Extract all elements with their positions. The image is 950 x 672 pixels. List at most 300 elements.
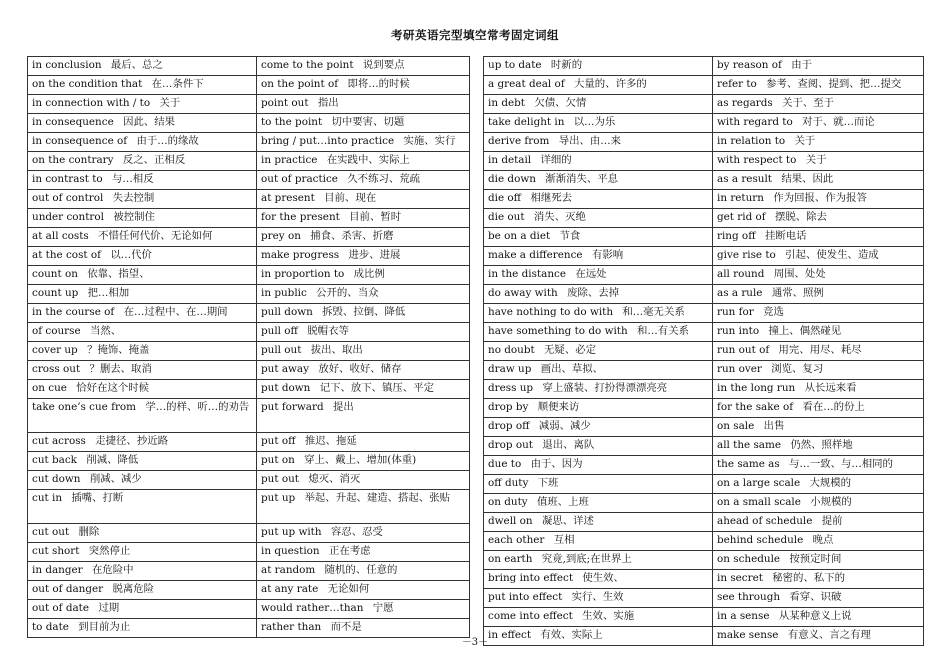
phrase-english: to the point xyxy=(261,116,323,128)
phrase-english: draw up xyxy=(488,363,532,375)
phrase-english: in secret xyxy=(717,572,763,584)
phrase-cell xyxy=(484,266,713,285)
phrase-english: on cue xyxy=(32,382,67,394)
phrase-cell xyxy=(713,399,924,418)
phrase-english: at present xyxy=(261,192,315,204)
phrase-english: of course xyxy=(32,325,81,337)
phrase-english: put up with xyxy=(261,526,322,538)
phrase-chinese: 删除 xyxy=(78,526,100,538)
phrase-chinese: 拆毁、拉倒、降低 xyxy=(322,306,406,318)
phrase-cell xyxy=(28,228,257,247)
table-row xyxy=(28,114,470,133)
phrase-chinese: 秘密的、私下的 xyxy=(772,572,846,584)
phrase-cell xyxy=(713,456,924,475)
phrase-chinese: 久不练习、荒疏 xyxy=(347,173,421,185)
table-row xyxy=(28,452,470,471)
phrase-english: give rise to xyxy=(717,249,776,261)
table-row xyxy=(28,361,470,380)
phrase-english: put forward xyxy=(261,401,324,413)
phrase-chinese: 在…过程中、在…期间 xyxy=(123,306,228,318)
phrase-chinese: 拔出、取出 xyxy=(310,344,363,356)
phrase-english: rather than xyxy=(261,621,322,633)
phrase-chinese: 撞上、偶然碰见 xyxy=(768,325,842,337)
phrase-chinese: 公开的、当众 xyxy=(316,287,379,299)
phrase-cell xyxy=(28,247,257,266)
phrase-chinese: 以…代价 xyxy=(110,249,152,261)
phrase-cell xyxy=(484,95,713,114)
table-row xyxy=(28,323,470,342)
phrase-cell xyxy=(713,380,924,399)
phrase-cell xyxy=(28,76,257,95)
phrase-cell xyxy=(484,418,713,437)
phrase-chinese: 消失、灭绝 xyxy=(533,211,586,223)
phrase-english: by reason of xyxy=(717,59,782,71)
phrase-cell xyxy=(257,452,470,471)
phrase-chinese: 在危险中 xyxy=(91,564,134,576)
phrase-cell xyxy=(713,418,924,437)
phrase-english: all round xyxy=(717,268,765,280)
phrase-cell xyxy=(257,304,470,323)
phrase-cell xyxy=(257,600,470,619)
phrase-cell xyxy=(484,152,713,171)
phrase-chinese: 当然、 xyxy=(89,325,122,337)
phrase-english: come to the point xyxy=(261,59,354,71)
table-row xyxy=(484,475,924,494)
phrase-english: make a difference xyxy=(488,249,583,261)
phrase-chinese: 不惜任何代价、无论如何 xyxy=(98,230,213,242)
phrase-english: derive from xyxy=(488,135,550,147)
table-row xyxy=(484,570,924,589)
page-title: 考研英语完型填空常考固定词组 xyxy=(391,28,559,42)
phrase-english: on duty xyxy=(488,496,528,508)
phrase-cell xyxy=(257,171,470,190)
phrase-english: off duty xyxy=(488,477,529,489)
phrase-chinese: 反之、正相反 xyxy=(122,154,186,166)
phrase-chinese: 废除、去掉 xyxy=(567,287,620,299)
table-row xyxy=(484,608,924,627)
phrase-chinese: 捕食、杀害、折磨 xyxy=(310,230,394,242)
phrase-english: in debt xyxy=(488,97,525,109)
phrase-chinese: 互相 xyxy=(553,534,575,546)
phrase-chinese: 值班、上班 xyxy=(537,496,589,508)
phrase-english: put off xyxy=(261,435,296,447)
phrase-chinese: 引起、使发生、造成 xyxy=(785,249,879,261)
phrase-cell xyxy=(484,247,713,266)
phrase-cell xyxy=(28,114,257,133)
phrase-chinese: 竞选 xyxy=(763,306,784,318)
phrase-chinese: 大量的、许多的 xyxy=(574,78,647,90)
phrase-cell xyxy=(484,76,713,95)
phrase-cell xyxy=(28,190,257,209)
phrase-chinese: 出售 xyxy=(763,420,785,432)
phrase-chinese: 由于…的缘故 xyxy=(136,135,199,147)
phrase-cell xyxy=(28,323,257,342)
table-row xyxy=(484,361,924,380)
phrase-chinese: 有效、实际上 xyxy=(540,629,603,641)
phrase-cell xyxy=(484,57,713,76)
phrase-cell xyxy=(713,361,924,380)
phrase-chinese: 和…有关系 xyxy=(637,325,689,337)
phrase-english: out of danger xyxy=(32,583,104,595)
phrase-english: in return xyxy=(717,192,764,204)
phrase-english: with regard to xyxy=(717,116,793,128)
phrase-chinese: 参考、查阅、提到、把…提交 xyxy=(766,78,902,90)
phrase-chinese: 凝思、详述 xyxy=(541,515,594,527)
phrase-english: drop out xyxy=(488,439,533,451)
table-row xyxy=(484,494,924,513)
phrase-english: cover up xyxy=(32,344,78,356)
phrase-english: the same as xyxy=(717,458,780,470)
phrase-chinese: 节食 xyxy=(559,230,581,242)
phrase-cell xyxy=(713,76,924,95)
phrase-cell xyxy=(713,247,924,266)
phrase-chinese: 大规模的 xyxy=(809,477,852,489)
phrase-cell xyxy=(28,490,257,524)
phrase-english: in the long run xyxy=(717,382,796,394)
phrase-chinese: 目前、现在 xyxy=(324,192,377,204)
phrase-english: at the cost of xyxy=(32,249,101,261)
phrase-cell xyxy=(484,475,713,494)
phrase-cell xyxy=(28,524,257,543)
phrase-cell xyxy=(484,570,713,589)
phrase-english: on the point of xyxy=(261,78,339,90)
phrase-cell xyxy=(257,266,470,285)
phrase-english: a great deal of xyxy=(488,78,565,90)
table-row xyxy=(28,581,470,600)
phrase-english: see through xyxy=(717,591,781,603)
phrase-english: die down xyxy=(488,173,536,185)
phrase-cell xyxy=(28,361,257,380)
phrase-english: put out xyxy=(261,473,299,485)
phrase-english: run for xyxy=(717,306,754,318)
phrase-english: be on a diet xyxy=(488,230,551,242)
phrase-cell xyxy=(713,570,924,589)
phrase-chinese: 无疑、必定 xyxy=(544,344,596,356)
table-row xyxy=(484,95,924,114)
phrase-cell xyxy=(484,323,713,342)
phrase-chinese: 晚点 xyxy=(812,534,834,546)
phrase-chinese: 相继死去 xyxy=(530,192,572,204)
phrase-chinese: 生效、实施 xyxy=(582,610,635,622)
phrase-english: make progress xyxy=(261,249,340,261)
phrase-chinese: 提出 xyxy=(332,401,354,413)
phrase-english: drop by xyxy=(488,401,529,413)
phrase-english: ahead of schedule xyxy=(717,515,813,527)
phrase-chinese: 对于、就…而论 xyxy=(802,116,875,128)
phrase-english: on earth xyxy=(488,553,533,565)
phrase-cell xyxy=(28,471,257,490)
phrase-cell xyxy=(484,589,713,608)
phrase-english: put up xyxy=(261,492,296,504)
phrase-chinese: 走捷径、抄近路 xyxy=(95,435,168,447)
phrase-chinese: 结果、因此 xyxy=(781,173,834,185)
phrase-english: no doubt xyxy=(488,344,535,356)
table-row xyxy=(28,399,470,433)
phrase-cell xyxy=(484,551,713,570)
phrase-english: with respect to xyxy=(717,154,797,166)
phrase-chinese: 即将…的时候 xyxy=(347,78,410,90)
phrase-chinese: 按预定时间 xyxy=(789,553,842,565)
phrase-chinese: 进步、进展 xyxy=(348,249,401,261)
table-row xyxy=(28,95,470,114)
phrase-chinese: 下班 xyxy=(537,477,559,489)
phrase-cell xyxy=(257,524,470,543)
phrase-cell xyxy=(28,133,257,152)
phrase-chinese: 容忍、忍受 xyxy=(330,526,383,538)
phrase-english: out of practice xyxy=(261,173,338,185)
phrase-english: behind schedule xyxy=(717,534,804,546)
phrase-table-right xyxy=(483,56,924,646)
phrase-chinese: 放好、收好、储存 xyxy=(318,363,402,375)
phrase-chinese: 脱离危险 xyxy=(112,583,155,595)
phrase-cell xyxy=(257,323,470,342)
phrase-cell xyxy=(484,342,713,361)
phrase-cell xyxy=(257,57,470,76)
phrase-cell xyxy=(713,190,924,209)
phrase-chinese: 记下、放下、镇压、平定 xyxy=(319,382,434,394)
phrase-chinese: 摆脱、除去 xyxy=(774,211,827,223)
phrase-english: run out of xyxy=(717,344,770,356)
phrase-cell xyxy=(713,304,924,323)
phrase-english: prey on xyxy=(261,230,301,242)
phrase-chinese: 实施、实行 xyxy=(403,135,456,147)
phrase-cell xyxy=(257,399,470,433)
phrase-chinese: 穿上盛装、打扮得漂漂亮亮 xyxy=(542,382,668,394)
phrase-english: on the condition that xyxy=(32,78,143,90)
table-row xyxy=(484,380,924,399)
table-row xyxy=(484,589,924,608)
phrase-cell xyxy=(28,581,257,600)
phrase-cell xyxy=(484,494,713,513)
table-row xyxy=(484,171,924,190)
table-row xyxy=(484,342,924,361)
phrase-cell xyxy=(713,551,924,570)
phrase-cell xyxy=(28,600,257,619)
table-row xyxy=(28,600,470,619)
phrase-english: run into xyxy=(717,325,760,337)
table-row xyxy=(28,342,470,361)
phrase-chinese: 导出、由…来 xyxy=(558,135,622,147)
table-row xyxy=(484,209,924,228)
phrase-english: on the contrary xyxy=(32,154,114,166)
table-row xyxy=(28,228,470,247)
phrase-chinese: 周围、处处 xyxy=(773,268,826,280)
table-row xyxy=(484,456,924,475)
phrase-chinese: 用完、用尽、耗尽 xyxy=(778,344,862,356)
phrase-english: cut across xyxy=(32,435,86,447)
phrase-chinese: 挂断电话 xyxy=(764,230,807,242)
phrase-english: in a sense xyxy=(717,610,770,622)
table-row xyxy=(484,76,924,95)
phrase-english: out of control xyxy=(32,192,104,204)
phrase-cell xyxy=(257,285,470,304)
phrase-english: point out xyxy=(261,97,309,109)
phrase-chinese: 过期 xyxy=(98,602,120,614)
phrase-english: in the distance xyxy=(488,268,566,280)
phrase-chinese: 有影响 xyxy=(591,249,624,261)
phrase-chinese: 通常、照例 xyxy=(771,287,824,299)
phrase-english: bring / put…into practice xyxy=(261,135,395,147)
table-row xyxy=(28,433,470,452)
phrase-english: count on xyxy=(32,268,78,280)
table-row xyxy=(28,562,470,581)
phrase-cell xyxy=(713,532,924,551)
phrase-chinese: 把…相加 xyxy=(87,287,130,299)
phrase-english: cut short xyxy=(32,545,80,557)
phrase-english: in public xyxy=(261,287,307,299)
phrase-cell xyxy=(257,190,470,209)
phrase-english: on a large scale xyxy=(717,477,801,489)
phrase-chinese: 无论如何 xyxy=(327,583,370,595)
phrase-cell xyxy=(28,152,257,171)
phrase-cell xyxy=(713,209,924,228)
table-row xyxy=(28,285,470,304)
table-row xyxy=(484,551,924,570)
phrase-english: all the same xyxy=(717,439,781,451)
phrase-chinese: 因此、结果 xyxy=(123,116,176,128)
phrase-english: in effect xyxy=(488,629,531,641)
phrase-cell xyxy=(713,323,924,342)
phrase-cell xyxy=(257,228,470,247)
phrase-chinese: 使生效、 xyxy=(582,572,624,584)
phrase-cell xyxy=(257,543,470,562)
phrase-english: out of date xyxy=(32,602,90,614)
table-row xyxy=(28,152,470,171)
phrase-chinese: 从某种意义上说 xyxy=(778,610,852,622)
phrase-english: at random xyxy=(261,564,316,576)
phrase-cell xyxy=(484,133,713,152)
phrase-cell xyxy=(28,57,257,76)
phrase-english: in detail xyxy=(488,154,532,166)
phrase-cell xyxy=(257,433,470,452)
phrase-english: come into effect xyxy=(488,610,573,622)
phrase-english: count up xyxy=(32,287,79,299)
phrase-cell xyxy=(484,285,713,304)
phrase-chinese: 目前、暂时 xyxy=(349,211,402,223)
phrase-cell xyxy=(257,76,470,95)
table-row xyxy=(484,285,924,304)
phrase-chinese: 画出、草拟、 xyxy=(540,363,604,375)
phrase-chinese: 小规模的 xyxy=(810,496,852,508)
phrase-chinese: 举起、升起、建造、搭起、张贴 xyxy=(304,492,450,504)
phrase-cell xyxy=(713,95,924,114)
table-row xyxy=(484,304,924,323)
phrase-chinese: 切中要害、切题 xyxy=(331,116,405,128)
phrase-english: cut out xyxy=(32,526,70,538)
phrase-chinese: 失去控制 xyxy=(112,192,155,204)
table-row xyxy=(484,190,924,209)
phrase-cell xyxy=(713,494,924,513)
phrase-english: run over xyxy=(717,363,762,375)
table-row xyxy=(484,266,924,285)
phrase-cell xyxy=(257,247,470,266)
phrase-cell xyxy=(713,57,924,76)
phrase-cell xyxy=(28,342,257,361)
table-row xyxy=(28,543,470,562)
phrase-english: in proportion to xyxy=(261,268,345,280)
phrase-cell xyxy=(257,361,470,380)
phrase-english: under control xyxy=(32,211,104,223)
phrase-chinese: 实行、生效 xyxy=(571,591,624,603)
phrase-cell xyxy=(713,342,924,361)
phrase-cell xyxy=(28,285,257,304)
phrase-cell xyxy=(484,532,713,551)
phrase-cell xyxy=(713,437,924,456)
table-row xyxy=(28,380,470,399)
phrase-english: for the present xyxy=(261,211,340,223)
phrase-cell xyxy=(257,209,470,228)
phrase-chinese: 有意义、言之有理 xyxy=(787,629,871,641)
phrase-chinese: 由于、因为 xyxy=(530,458,583,470)
phrase-english: have nothing to do with xyxy=(488,306,614,318)
phrase-english: put away xyxy=(261,363,309,375)
phrase-cell xyxy=(713,608,924,627)
phrase-english: on sale xyxy=(717,420,755,432)
phrase-english: put into effect xyxy=(488,591,563,603)
phrase-english: each other xyxy=(488,534,545,546)
phrase-english: refer to xyxy=(717,78,757,90)
table-row xyxy=(28,304,470,323)
phrase-cell xyxy=(257,380,470,399)
phrase-chinese: 关于 xyxy=(794,135,816,147)
phrase-chinese: 欠债、欠情 xyxy=(534,97,587,109)
phrase-chinese: 看穿、识破 xyxy=(789,591,842,603)
phrase-english: pull off xyxy=(261,325,298,337)
phrase-english: ring off xyxy=(717,230,756,242)
phrase-cell xyxy=(484,399,713,418)
phrase-cell xyxy=(713,266,924,285)
phrase-cell xyxy=(713,152,924,171)
phrase-cell xyxy=(28,209,257,228)
phrase-english: in consequence xyxy=(32,116,114,128)
phrase-chinese: 浏览、复习 xyxy=(771,363,824,375)
phrase-chinese: 与…相反 xyxy=(112,173,154,185)
phrase-chinese: 仍然、照样地 xyxy=(790,439,853,451)
phrase-chinese: 究竟,到底;在世界上 xyxy=(541,553,632,565)
phrase-chinese: 而不是 xyxy=(330,621,362,633)
phrase-chinese: 推迟、拖延 xyxy=(304,435,357,447)
phrase-chinese: ？删去、取消 xyxy=(89,363,152,375)
phrase-english: drop off xyxy=(488,420,530,432)
table-row xyxy=(28,524,470,543)
phrase-cell xyxy=(484,608,713,627)
phrase-chinese: 被控制住 xyxy=(113,211,155,223)
phrase-cell xyxy=(28,95,257,114)
table-row xyxy=(28,266,470,285)
table-row xyxy=(28,133,470,152)
table-row xyxy=(484,399,924,418)
phrase-english: as a rule xyxy=(717,287,763,299)
phrase-english: put down xyxy=(261,382,311,394)
phrase-english: in consequence of xyxy=(32,135,128,147)
phrase-cell xyxy=(713,133,924,152)
phrase-english: dwell on xyxy=(488,515,533,527)
phrase-english: in practice xyxy=(261,154,318,166)
phrase-chinese: 时新的 xyxy=(550,59,583,71)
phrase-english: pull down xyxy=(261,306,313,318)
phrase-english: do away with xyxy=(488,287,558,299)
phrase-english: in question xyxy=(261,545,320,557)
table-row xyxy=(484,513,924,532)
phrase-chinese: 正在考虑 xyxy=(328,545,371,557)
phrase-english: bring into effect xyxy=(488,572,574,584)
table-row xyxy=(28,57,470,76)
phrase-cell xyxy=(484,190,713,209)
phrase-chinese: 穿上、戴上、增加(体重) xyxy=(304,454,417,466)
phrase-cell xyxy=(257,114,470,133)
phrase-cell xyxy=(713,228,924,247)
phrase-cell xyxy=(713,171,924,190)
